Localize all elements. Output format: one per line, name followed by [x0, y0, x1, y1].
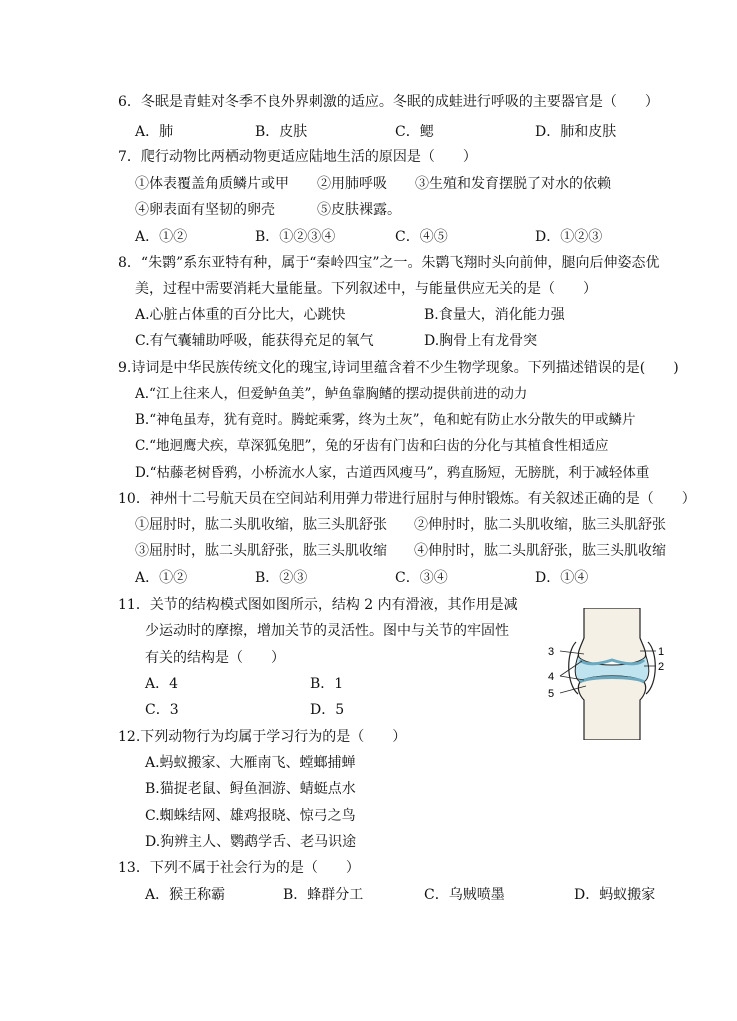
question-11-stem-line-1: 11．关节的结构模式图如图所示，结构 2 内有滑液，其作用是减: [118, 597, 518, 613]
q9-option-b: B.“神龟虽寿，犹有竟时。腾蛇乘雾，终为土灰”，龟和蛇有防止水分散失的甲或鳞片: [135, 412, 636, 428]
joint-diagram: [540, 608, 690, 740]
q10-item-1: ①屈肘时，肱二头肌收缩，肱三头肌舒张: [135, 517, 387, 533]
q13-option-b: B．蜂群分工: [283, 887, 364, 903]
q8-option-a: A.心脏占体重的百分比大，心跳快: [135, 307, 346, 323]
question-12-stem: 12.下列动物行为均属于学习行为的是（ ）: [118, 729, 407, 745]
q10-option-c: C．③④: [395, 570, 448, 586]
question-11-stem-line-2: 少运动时的摩擦，增加关节的灵活性。图中与关节的牢固性: [145, 623, 509, 639]
question-9-stem: 9.诗词是中华民族传统文化的瑰宝,诗词里蕴含着不少生物学现象。下列描述错误的是( ): [118, 360, 679, 376]
q11-option-c: C．3: [145, 702, 179, 718]
question-13-stem: 13．下列不属于社会行为的是（ ）: [118, 860, 360, 876]
q12-option-b: B.猫捉老鼠、鲟鱼洄游、蜻蜓点水: [145, 781, 356, 797]
q7-option-b: B．①②③④: [255, 229, 336, 245]
figure-label-5: 5: [548, 688, 555, 700]
question-6-stem: 6．冬眠是青蛙对冬季不良外界刺激的适应。冬眠的成蛙进行呼吸的主要器官是（ ）: [118, 94, 659, 110]
q6-option-b: B．皮肤: [255, 124, 308, 140]
figure-label-1: 1: [658, 646, 665, 658]
q13-option-c: C．乌贼喷墨: [424, 887, 505, 903]
q8-option-d: D.胸骨上有龙骨突: [424, 333, 538, 349]
q10-item-4: ④伸肘时，肱二头肌舒张，肱三头肌收缩: [414, 543, 666, 559]
q9-option-c: C.“地迥鹰犬疾，草深狐兔肥”，兔的牙齿有门齿和臼齿的分化与其植食性相适应: [135, 438, 609, 454]
q7-item-line-1: ①体表覆盖角质鳞片或甲 ②用肺呼吸 ③生殖和发育摆脱了对水的依赖: [135, 176, 611, 192]
figure-label-4: 4: [548, 671, 555, 683]
q13-option-a: A．猴王称霸: [145, 887, 226, 903]
q11-option-a: A．4: [145, 676, 179, 692]
q10-option-b: B．②③: [255, 570, 308, 586]
q8-option-c: C.有气囊辅助呼吸，能获得充足的氧气: [135, 333, 374, 349]
q11-option-b: B．1: [310, 676, 344, 692]
question-8-stem-line-1: 8．“朱鹮”系东亚特有种，属于“秦岭四宝”之一。朱鹮飞翔时头向前伸，腿向后伸姿态优: [118, 255, 660, 271]
q11-option-d: D．5: [310, 702, 345, 718]
q8-option-b: B.食量大，消化能力强: [424, 307, 565, 323]
q10-item-2: ②伸肘时，肱二头肌收缩，肱三头肌舒张: [414, 517, 666, 533]
question-7-stem: 7．爬行动物比两栖动物更适应陆地生活的原因是（ ）: [118, 149, 477, 165]
q6-option-c: C．鳃: [395, 124, 434, 140]
q9-option-a: A.“江上往来人，但爱鲈鱼美”，鲈鱼靠胸鳍的摆动提供前进的动力: [135, 386, 528, 402]
q6-option-d: D．肺和皮肤: [535, 124, 617, 140]
q10-option-a: A．①②: [135, 570, 188, 586]
q12-option-c: C.蜘蛛结网、雄鸡报晓、惊弓之鸟: [145, 808, 356, 824]
figure-label-3: 3: [548, 646, 555, 658]
q6-option-a: A．肺: [135, 124, 174, 140]
q7-item-line-2: ④卵表面有坚韧的卵壳 ⑤皮肤裸露。: [135, 202, 401, 218]
q9-option-d: D.“枯藤老树昏鸦，小桥流水人家，古道西风瘦马”，鸦直肠短，无膀胱，利于减轻体重: [135, 465, 650, 481]
q13-option-d: D．蚂蚁搬家: [574, 887, 656, 903]
q7-option-c: C．④⑤: [395, 229, 448, 245]
q7-option-a: A．①②: [135, 229, 188, 245]
q10-item-3: ③屈肘时，肱二头肌舒张，肱三头肌收缩: [135, 543, 387, 559]
question-8-stem-line-2: 美，过程中需要消耗大量能量。下列叙述中，与能量供应无关的是（ ）: [135, 281, 597, 297]
upper-bone: [578, 608, 645, 664]
question-11-stem-line-3: 有关的结构是（ ）: [145, 650, 285, 666]
lower-bone: [578, 676, 645, 740]
q12-option-a: A.蚂蚁搬家、大雁南飞、螳螂捕蝉: [145, 755, 356, 771]
figure-label-2: 2: [658, 661, 665, 673]
q12-option-d: D.狗辨主人、鹦鹉学舌、老马识途: [145, 834, 357, 850]
q10-option-d: D．①④: [535, 570, 589, 586]
question-10-stem: 10．神州十二号航天员在空间站利用弹力带进行屈肘与伸肘锻炼。有关叙述正确的是（ ）: [118, 491, 696, 507]
q7-option-d: D．①②③: [535, 229, 603, 245]
